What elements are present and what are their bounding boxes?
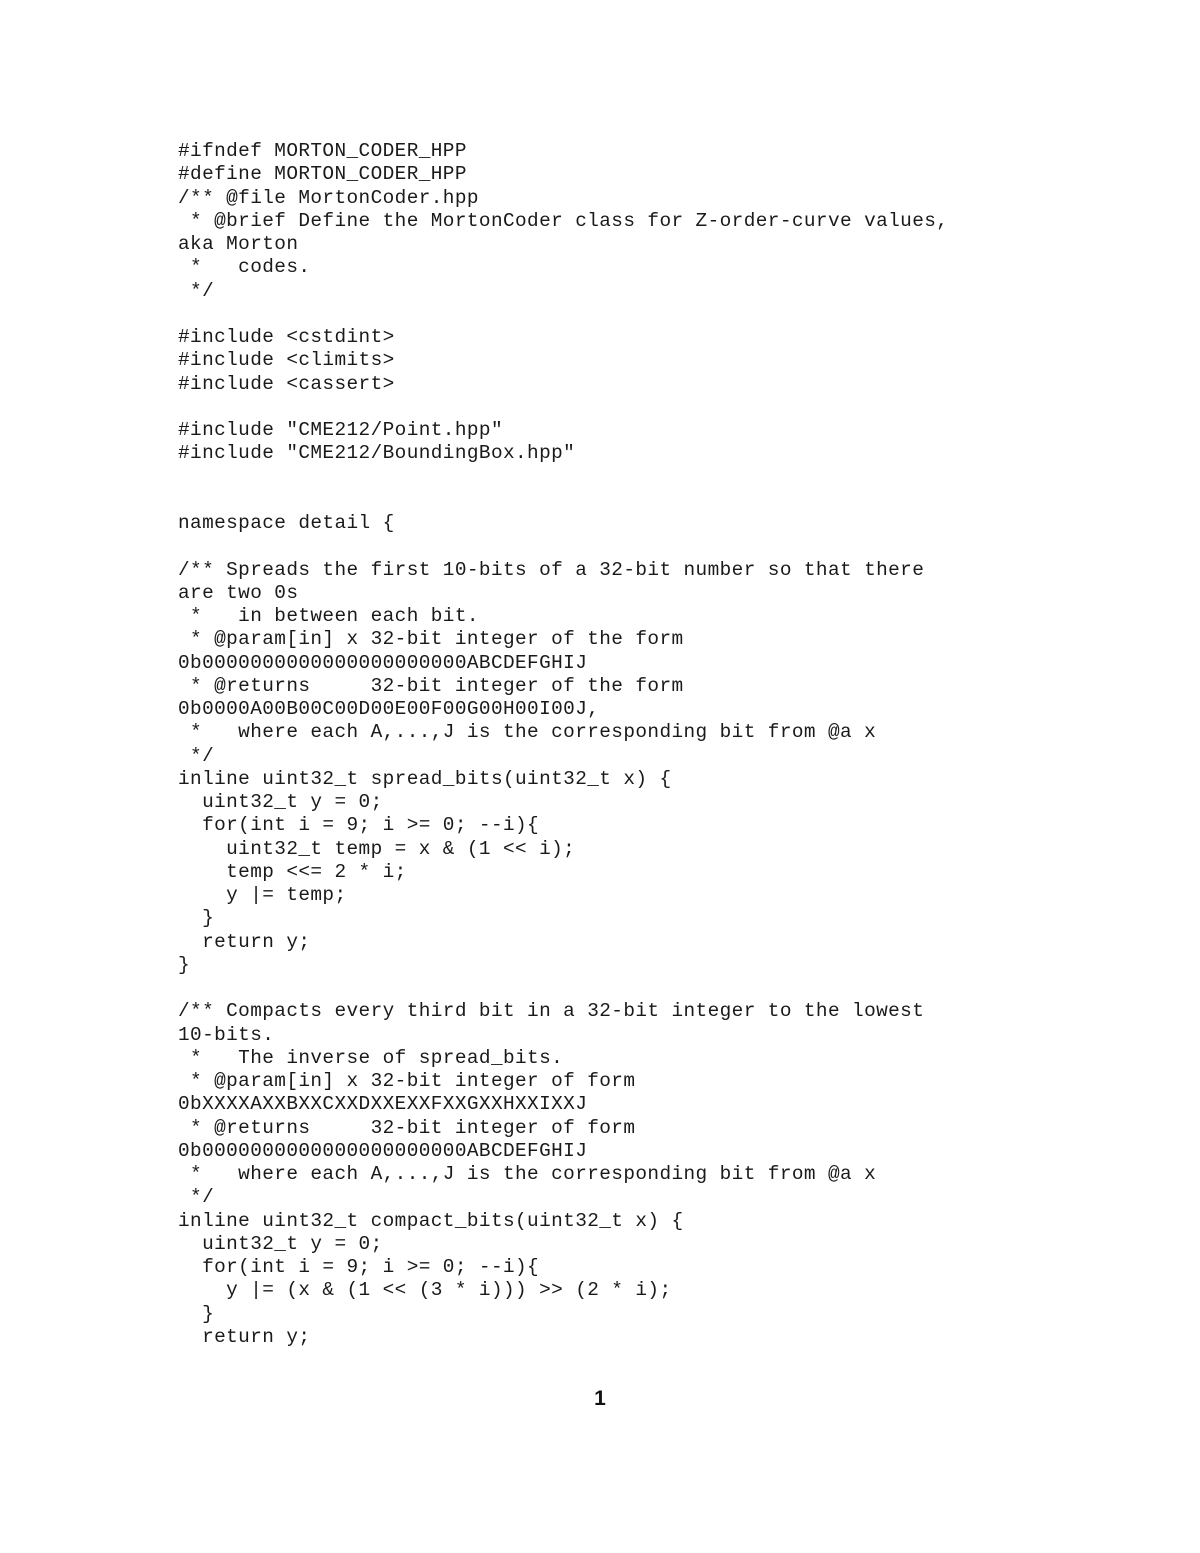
code-line: * in between each bit. xyxy=(178,605,479,627)
code-line: * The inverse of spread_bits. xyxy=(178,1046,564,1069)
code-line: * @param[in] x 32-bit integer of form xyxy=(178,1070,636,1092)
code-line: temp <<= 2 * i; xyxy=(178,860,407,883)
code-line: * @param[in] x 32-bit integer of the form xyxy=(178,628,684,651)
code-line: aka Morton xyxy=(178,233,299,255)
code-line: inline uint32_t spread_bits(uint32_t x) { xyxy=(178,767,672,790)
code-line xyxy=(178,466,1078,489)
code-line xyxy=(178,535,1078,558)
code-line: * where each A,...,J is the corresponding bit from @a x xyxy=(178,1163,877,1185)
code-line: } xyxy=(178,953,191,976)
code-line: */ xyxy=(178,1186,215,1209)
code-line: 0b0000000000000000000000ABCDEFGHIJ xyxy=(178,1139,588,1162)
code-line: for(int i = 9; i >= 0; --i){ xyxy=(178,814,540,837)
code-line: * @returns 32-bit integer of form xyxy=(178,1116,636,1139)
code-line: * @returns 32-bit integer of the form xyxy=(178,674,684,697)
code-line: } xyxy=(178,1302,215,1325)
code-line: /** Compacts every third bit in a 32-bit integer to the lowest xyxy=(178,1000,925,1023)
code-line: namespace detail { xyxy=(178,512,395,534)
page-number: 1 xyxy=(594,1387,606,1410)
code-line: return y; xyxy=(178,1325,311,1348)
code-line: return y; xyxy=(178,930,311,953)
code-line: y |= temp; xyxy=(178,884,347,906)
code-line: inline uint32_t compact_bits(uint32_t x) { xyxy=(178,1209,684,1232)
code-line: */ xyxy=(178,744,215,767)
code-line: } xyxy=(178,907,215,930)
code-line: /** Spreads the first 10-bits of a 32-bit number so that there xyxy=(178,558,925,581)
code-line: are two 0s xyxy=(178,581,299,604)
code-line: 0bXXXXAXXBXXCXXDXXEXXFXXGXXHXXIXXJ xyxy=(178,1093,588,1116)
code-line: #include "CME212/BoundingBox.hpp" xyxy=(178,442,576,465)
code-line: #include <cassert> xyxy=(178,372,395,395)
code-line: for(int i = 9; i >= 0; --i){ xyxy=(178,1256,540,1278)
code-line: uint32_t y = 0; xyxy=(178,1232,383,1255)
code-line: #ifndef MORTON_CODER_HPP xyxy=(178,140,467,162)
code-line: * where each A,...,J is the corresponding bit from @a x xyxy=(178,721,877,744)
code-line: /** @file MortonCoder.hpp xyxy=(178,186,479,209)
code-line: #include <cstdint> xyxy=(178,326,395,348)
code-line xyxy=(178,303,1078,326)
code-line: y |= (x & (1 << (3 * i))) >> (2 * i); xyxy=(178,1279,672,1302)
code-line: 0b0000000000000000000000ABCDEFGHIJ xyxy=(178,651,588,674)
code-line: uint32_t y = 0; xyxy=(178,791,383,813)
code-line: */ xyxy=(178,279,215,302)
code-line: #include "CME212/Point.hpp" xyxy=(178,419,503,441)
code-line xyxy=(178,396,1078,419)
code-line: #include <climits> xyxy=(178,349,395,372)
code-line: 0b0000A00B00C00D00E00F00G00H00I00J, xyxy=(178,698,600,720)
code-line xyxy=(178,977,1078,1000)
code-line xyxy=(178,489,1078,512)
code-line: uint32_t temp = x & (1 << i); xyxy=(178,837,576,860)
code-line: * codes. xyxy=(178,256,311,279)
code-line: 10-bits. xyxy=(178,1023,275,1046)
code-line: #define MORTON_CODER_HPP xyxy=(178,163,467,186)
code-line: * @brief Define the MortonCoder class for Z-order-curve values, xyxy=(178,209,949,232)
code-listing xyxy=(178,140,1078,1349)
